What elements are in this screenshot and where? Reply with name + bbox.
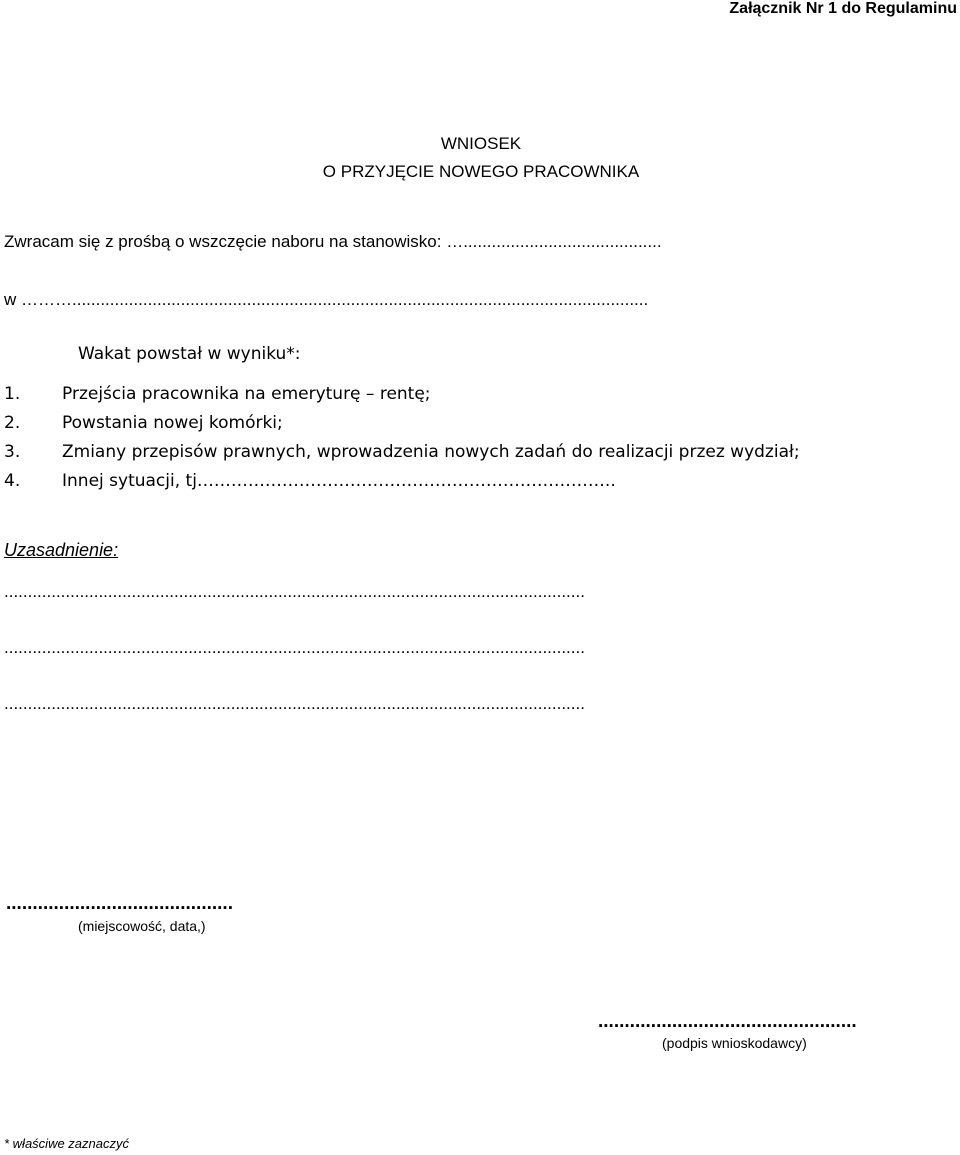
document-title: WNIOSEK bbox=[440, 134, 522, 153]
reason-option-3 bbox=[4, 442, 800, 462]
reason-text: Powstania nowej komórki; bbox=[62, 413, 283, 433]
vacancy-reason-label: Wakat powstał w wyniku*: bbox=[78, 344, 301, 364]
footnote: * właściwe zaznaczyć bbox=[4, 1136, 129, 1151]
place-date-caption: (miejscowość, data,) bbox=[78, 918, 206, 934]
reason-number: 2. bbox=[4, 413, 21, 433]
annex-label: Załącznik Nr 1 do Regulaminu bbox=[729, 0, 957, 17]
reason-number: 3. bbox=[4, 442, 21, 462]
reason-number: 4. bbox=[4, 471, 21, 491]
reason-option-4 bbox=[4, 471, 616, 491]
department-line: w ……….......................................................................................................................... bbox=[4, 290, 649, 309]
justification-line-3: ........................................................................................................................... bbox=[4, 694, 585, 713]
document-subtitle: O PRZYJĘCIE NOWEGO PRACOWNIKA bbox=[322, 162, 640, 181]
justification-heading: Uzasadnienie: bbox=[4, 540, 119, 560]
position-request-line: Zwracam się z prośbą o wszczęcie naboru na stanowisko: ….......................................... bbox=[4, 232, 662, 251]
justification-line-1: ........................................................................................................................... bbox=[4, 582, 585, 601]
reason-text: Innej sytuacji, tj……………………………………………………………….. bbox=[62, 471, 616, 491]
place-date-dots: ........................................... bbox=[6, 893, 233, 914]
reason-number: 1. bbox=[4, 384, 21, 404]
reason-text: Zmiany przepisów prawnych, wprowadzenia nowych zadań do realizacji przez wydział; bbox=[62, 442, 800, 462]
reason-option-1 bbox=[4, 384, 431, 404]
reason-text: Przejścia pracownika na emeryturę – rentę; bbox=[62, 384, 431, 404]
justification-line-2: ........................................................................................................................... bbox=[4, 638, 585, 657]
signature-dots: ................................................. bbox=[598, 1011, 857, 1032]
signature-caption: (podpis wnioskodawcy) bbox=[662, 1035, 807, 1051]
reason-option-2 bbox=[4, 413, 283, 433]
